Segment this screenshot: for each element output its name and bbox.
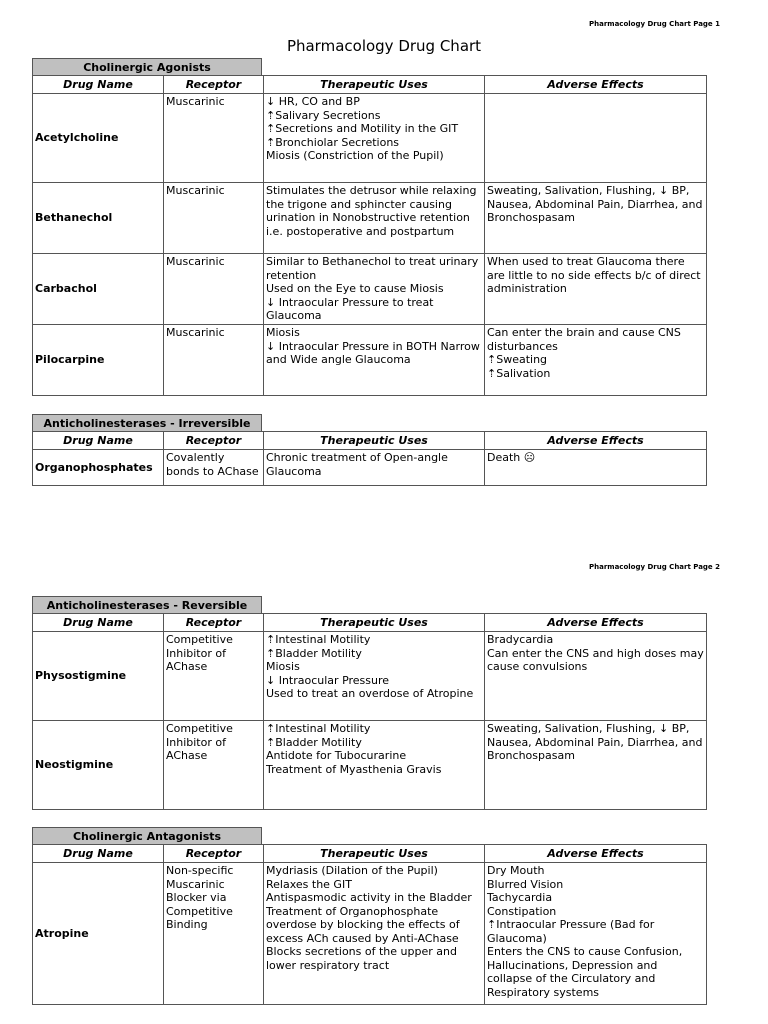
uses-line: ⇡Intestinal Motility: [266, 722, 371, 735]
receptor-cell: Muscarinic: [164, 325, 264, 396]
adverse-line: Bradycardia: [487, 633, 554, 646]
drug-name: Atropine: [33, 863, 164, 1005]
uses-cell: [264, 863, 485, 1005]
document-title: Pharmacology Drug Chart: [286, 37, 482, 55]
receptor-text: Non-specific Muscarinic Blocker via Competitive Binding: [166, 864, 234, 931]
uses-line: ⇡Secretions and Motility in the GIT: [266, 122, 459, 135]
table-row: [33, 325, 707, 396]
section-title: Cholinergic Antagonists: [32, 827, 262, 844]
table-row: [33, 450, 707, 486]
uses-line: ↓ Intraocular Pressure to treat Glaucoma: [266, 295, 434, 322]
drug-table: [32, 613, 707, 810]
drug-table: [32, 844, 707, 1005]
column-header-uses: Therapeutic Uses: [264, 76, 485, 94]
uses-line: ↓ Intraocular Pressure in BOTH Narrow and Wide angle Glaucoma: [266, 339, 480, 366]
section-cholinergic-antagonists: [32, 827, 706, 1005]
uses-line: Used on the Eye to cause Miosis: [266, 282, 444, 295]
column-header-uses: Therapeutic Uses: [264, 845, 485, 863]
adverse-cell: [485, 863, 707, 1005]
uses-line: Miosis: [266, 660, 300, 673]
adverse-line: Death ☹: [487, 451, 536, 464]
adverse-cell: [485, 254, 707, 325]
column-header-drug: Drug Name: [33, 76, 164, 94]
table-row: [33, 721, 707, 810]
adverse-line: Can enter the brain and cause CNS disturbances: [487, 326, 681, 353]
drug-table: [32, 431, 707, 486]
adverse-cell: [485, 94, 707, 183]
page-header-1: Pharmacology Drug Chart Page 1: [589, 20, 720, 28]
uses-line: Antidote for Tubocurarine: [266, 749, 407, 762]
column-header-adverse: Adverse Effects: [485, 432, 707, 450]
column-header-receptor: Receptor: [164, 432, 264, 450]
section-anticholinesterases-irreversible: [32, 414, 706, 486]
receptor-cell: Covalently bonds to AChase: [164, 450, 264, 486]
uses-cell: [264, 183, 485, 254]
column-header-receptor: Receptor: [164, 614, 264, 632]
uses-line: ⇡Bronchiolar Secretions: [266, 135, 400, 149]
uses-line: ↓ Intraocular Pressure: [266, 673, 390, 687]
uses-cell: [264, 94, 485, 183]
table-row: [33, 254, 707, 325]
adverse-line: ⇡Intraocular Pressure (Bad for Glaucoma): [487, 918, 655, 945]
uses-cell: [264, 450, 485, 486]
table-row: [33, 863, 707, 1005]
column-header-adverse: Adverse Effects: [485, 845, 707, 863]
drug-name: Organophosphates: [33, 450, 164, 486]
column-header-receptor: Receptor: [164, 76, 264, 94]
column-header-uses: Therapeutic Uses: [264, 432, 485, 450]
table-row: [33, 183, 707, 254]
table-header-row: [33, 845, 707, 863]
uses-line: Mydriasis (Dilation of the Pupil): [266, 864, 438, 877]
uses-line: Used to treat an overdose of Atropine: [266, 687, 474, 700]
adverse-line: Sweating, Salivation, Flushing, ↓ BP, Nausea, Abdominal Pain, Diarrhea, and Bronchospasam: [487, 722, 703, 762]
uses-line: Miosis (Constriction of the Pupil): [266, 149, 444, 162]
adverse-line: When used to treat Glaucoma there are little to no side effects b/c of direct administration: [487, 255, 701, 295]
uses-line: ⇡Intestinal Motility: [266, 633, 371, 646]
uses-line: Stimulates the detrusor while relaxing the trigone and sphincter causing urination in Nonobstructive retention i.e. postoperative and postpartum: [266, 184, 477, 238]
column-header-adverse: Adverse Effects: [485, 614, 707, 632]
table-header-row: [33, 614, 707, 632]
table-header-row: [33, 432, 707, 450]
table-header-row: [33, 76, 707, 94]
section-cholinergic-agonists: [32, 58, 706, 396]
receptor-text: Competitive Inhibitor of AChase: [166, 722, 233, 762]
adverse-cell: [485, 450, 707, 486]
adverse-line: Sweating, Salivation, Flushing, ↓ BP, Nausea, Abdominal Pain, Diarrhea, and Bronchospasam: [487, 184, 703, 224]
adverse-line: Can enter the CNS and high doses may cause convulsions: [487, 646, 704, 673]
uses-line: ⇡Bladder Motility: [266, 646, 362, 660]
drug-name: Carbachol: [33, 254, 164, 325]
receptor-cell: Muscarinic: [164, 94, 264, 183]
receptor-text: Competitive Inhibitor of AChase: [166, 633, 233, 673]
section-title: Anticholinesterases - Reversible: [32, 596, 262, 613]
column-header-drug: Drug Name: [33, 614, 164, 632]
section-title: Anticholinesterases - Irreversible: [32, 414, 262, 431]
uses-line: Miosis: [266, 326, 300, 339]
receptor-cell: Muscarinic: [164, 254, 264, 325]
uses-cell: [264, 325, 485, 396]
adverse-cell: [485, 325, 707, 396]
adverse-cell: [485, 721, 707, 810]
uses-line: Blocks secretions of the upper and lower respiratory tract: [266, 945, 457, 972]
uses-line: Treatment of Organophosphate overdose by blocking the effects of excess ACh caused by Anti-AChase: [266, 904, 460, 945]
uses-line: ↓ HR, CO and BP: [266, 95, 360, 108]
receptor-cell: [164, 721, 264, 810]
drug-table: [32, 75, 707, 396]
column-header-receptor: Receptor: [164, 845, 264, 863]
uses-line: Treatment of Myasthenia Gravis: [266, 762, 442, 776]
column-header-drug: Drug Name: [33, 845, 164, 863]
adverse-cell: [485, 183, 707, 254]
section-title: Cholinergic Agonists: [32, 58, 262, 75]
adverse-line: Constipation: [487, 904, 557, 918]
uses-line: Chronic treatment of Open-angle Glaucoma: [266, 451, 448, 478]
uses-cell: [264, 254, 485, 325]
uses-line: Similar to Bethanechol to treat urinary retention: [266, 255, 479, 282]
adverse-line: Blurred Vision: [487, 877, 564, 891]
adverse-line: ⇡Sweating: [487, 353, 548, 366]
receptor-cell: [164, 632, 264, 721]
receptor-cell: [164, 863, 264, 1005]
column-header-uses: Therapeutic Uses: [264, 614, 485, 632]
drug-name: Pilocarpine: [33, 325, 164, 396]
uses-line: Antispasmodic activity in the Bladder: [266, 891, 472, 904]
drug-name: Physostigmine: [33, 632, 164, 721]
drug-name: Bethanechol: [33, 183, 164, 254]
table-row: [33, 632, 707, 721]
adverse-line: ⇡Salivation: [487, 366, 551, 380]
drug-name: Neostigmine: [33, 721, 164, 810]
adverse-line: Tachycardia: [487, 891, 553, 904]
adverse-line: Dry Mouth: [487, 864, 545, 877]
column-header-adverse: Adverse Effects: [485, 76, 707, 94]
section-anticholinesterases-reversible: [32, 596, 706, 810]
adverse-line: Enters the CNS to cause Confusion, Hallucinations, Depression and collapse of the Circulatory and Respiratory systems: [487, 945, 683, 999]
uses-cell: [264, 632, 485, 721]
uses-line: ⇡Bladder Motility: [266, 735, 362, 749]
uses-line: ⇡Salivary Secretions: [266, 108, 381, 122]
uses-line: Relaxes the GIT: [266, 877, 352, 891]
receptor-cell: Muscarinic: [164, 183, 264, 254]
column-header-drug: Drug Name: [33, 432, 164, 450]
drug-name: Acetylcholine: [33, 94, 164, 183]
table-row: [33, 94, 707, 183]
page-header-2: Pharmacology Drug Chart Page 2: [589, 563, 720, 571]
uses-cell: [264, 721, 485, 810]
adverse-cell: [485, 632, 707, 721]
